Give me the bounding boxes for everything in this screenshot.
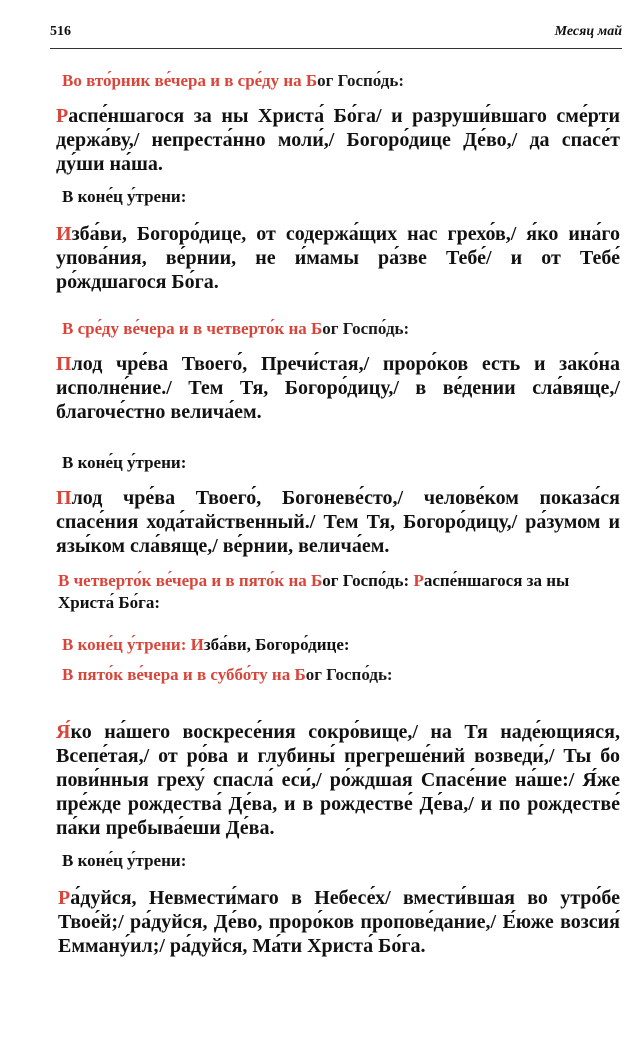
- rubric-end-of-matins: В коне́ц у́трени:: [62, 187, 187, 206]
- drop-cap: П: [56, 487, 72, 509]
- page-number: 516: [50, 24, 71, 39]
- rubric-end-of-matins-inline: В коне́ц у́трени: Изба́ви, Богоро́дице:: [62, 635, 350, 654]
- troparion-3: Плод чре́ва Твоего́, Пречи́стая,/ проро́ков есть и зако́на исполне́ние./ Тем Тя, Богоро́дицу,/ в ве́дении сла́вяще,/ благоче́стно велича́ем.: [56, 353, 620, 423]
- troparion-5: Я́ко на́шего воскресе́ния сокро́вище,/ на Тя наде́ющияся, Всепе́тая,/ от ро́ва и глубины́ прегреше́ний возведи́,/ Ты бо пови́нныя греху́ спасла́ еси́,/ ро́ждшая Спасе́ние на́ше:/ Я́же пре́жде рождества́ Де́ва, и в рождестве́ Де́ва,/ и по рождестве́ па́ки пребыва́еши Де́ва.: [56, 721, 620, 839]
- drop-cap: Я́: [56, 721, 71, 743]
- rubric-end-of-matins: В коне́ц у́трени:: [62, 851, 187, 870]
- troparion-6: Ра́дуйся, Невмести́маго в Небесе́х/ вмести́вшая во утро́бе Твое́й;/ ра́дуйся, Де́во, проро́ков пропове́дание,/ Е́юже возсия́ Емману́ил;/ ра́дуйся, Ма́ти Христа́ Бо́га.: [58, 887, 620, 957]
- drop-cap: Р: [56, 105, 69, 127]
- rubric-end-of-matins: В коне́ц у́трени:: [62, 453, 187, 472]
- drop-cap: П: [56, 353, 72, 375]
- inline-cap: Р: [413, 571, 424, 590]
- rubric-thursday-evening: В четверто́к ве́чера и в пято́к на Бог Госпо́дь: Распе́ншагося за ны Христа́ Бо́га:: [58, 571, 570, 612]
- page-header: [50, 18, 622, 58]
- troparion-4: Плод чре́ва Твоего́, Богоневе́сто,/ челове́ком показа́ся спасе́ния хода́тайственный./ Тем Тя, Богоро́дицу,/ ра́зумом и язы́ком сла́вяще,/ ве́рнии, велича́ем.: [56, 487, 620, 557]
- drop-cap: Р: [58, 887, 71, 909]
- drop-cap: И: [56, 223, 72, 245]
- running-title: Месяц май: [554, 24, 622, 39]
- troparion-1: Распе́ншагося за ны Христа́ Бо́га/ и разруши́вшаго сме́рти держа́ву,/ непреста́нно моли́,/ Богоро́дице Де́во,/ да спасе́т ду́ши на́ша.: [56, 105, 620, 175]
- header-rule: [50, 48, 622, 49]
- rubric-friday-evening: В пято́к ве́чера и в суббо́ту на Бог Госпо́дь:: [62, 665, 393, 684]
- inline-cap: И: [190, 635, 204, 654]
- troparion-2: Изба́ви, Богоро́дице, от содержа́щих нас грехо́в,/ я́ко ина́го упова́ния, ве́рнии, не и́мамы ра́зве Тебе́/ и от Тебе́ ро́ждшагося Бо́га.: [56, 223, 620, 293]
- page-content: [56, 62, 620, 958]
- rubric-wednesday-evening: В сре́ду ве́чера и в четверто́к на Бог Госпо́дь:: [62, 319, 410, 338]
- rubric-tuesday-evening: Во вто́рник ве́чера и в сре́ду на Бог Госпо́дь:: [62, 71, 405, 90]
